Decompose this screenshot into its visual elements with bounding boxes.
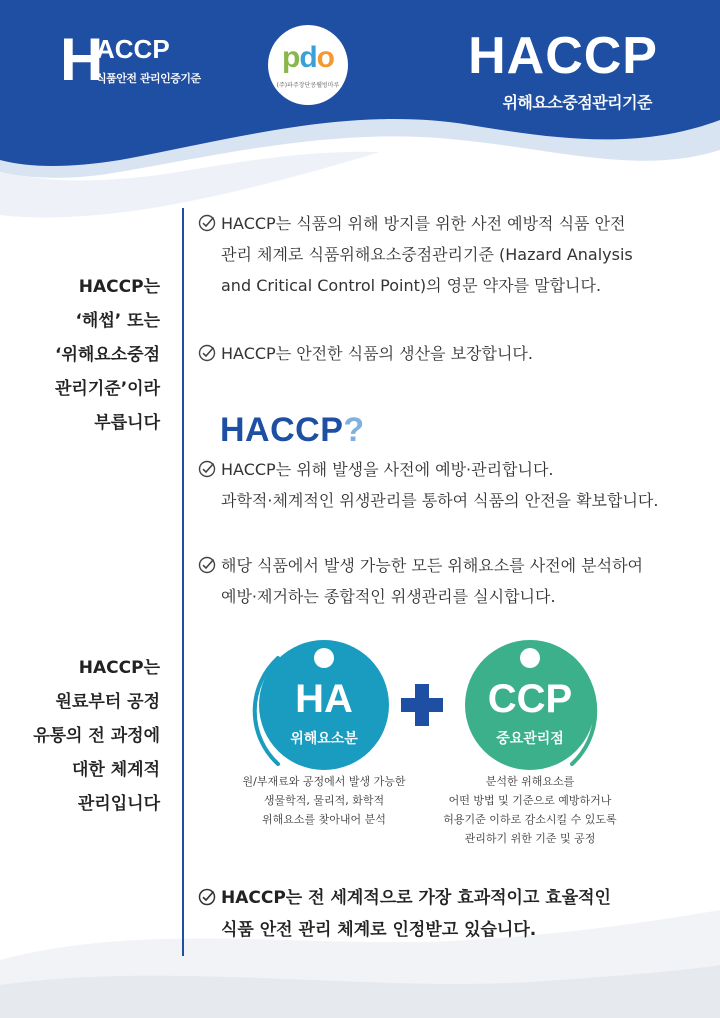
check-circle-icon <box>198 344 216 362</box>
ha-description <box>224 772 424 829</box>
ccp-description <box>430 772 630 848</box>
circle-dot-icon <box>314 648 334 668</box>
check-circle-icon <box>198 888 216 906</box>
ccp-description-line: 허용기준 이하로 감소시킬 수 있도록 <box>443 813 617 826</box>
company-name: (주)파주장단콩웰빙마루 <box>276 82 340 89</box>
haccp-logo-text: ACCP <box>96 34 170 64</box>
company-logo-badge <box>268 25 348 105</box>
info-item-analysis <box>198 550 643 612</box>
ccp-description-line: 분석한 위해요소를 <box>485 775 575 788</box>
info-item-guarantee <box>198 338 533 369</box>
sidebar-top-line: HACCP는 <box>78 277 160 297</box>
final-statement <box>198 882 611 946</box>
circle-dot-icon <box>520 648 540 668</box>
haccp-logo-h: H <box>60 26 102 93</box>
sidebar-bottom-line: 대한 체계적 <box>71 760 160 780</box>
ha-description-line: 생물학적, 물리적, 화학적 <box>263 794 385 807</box>
info-text: 해당 식품에서 발생 가능한 모든 위해요소를 사전에 분석하여 <box>221 556 644 575</box>
vertical-divider <box>182 208 184 956</box>
check-circle-icon <box>198 556 216 574</box>
ccp-description-line: 어떤 방법 및 기준으로 예방하거나 <box>448 794 612 807</box>
sidebar-bottom-line: 관리입니다 <box>77 794 160 814</box>
ha-description-line: 위해요소를 찾아내어 분석 <box>262 813 386 826</box>
final-text: HACCP는 전 세계적으로 가장 효과적이고 효율적인 <box>221 888 611 908</box>
info-text: 과학적·체계적인 위생관리를 통하여 식품의 안전을 확보합니다. <box>221 491 659 510</box>
haccp-logo-subtitle: 식품안전 관리인증기준 <box>96 72 201 85</box>
ha-sublabel: 위해요소분 <box>290 731 358 747</box>
company-logo-mark: pdo <box>282 41 334 74</box>
sidebar-top-line: 관리기준’이라 <box>55 379 160 399</box>
info-text: HACCP는 위해 발생을 사전에 예방·관리합니다. <box>221 460 554 479</box>
sidebar-bottom-line: HACCP는 <box>78 658 160 678</box>
sidebar-top-line: ‘위해요소중점 <box>55 345 160 365</box>
info-text: 관리 체계로 식품위해요소중점관리기준 (Hazard Analysis <box>221 245 633 264</box>
sidebar-top-note <box>55 270 160 440</box>
final-text: 식품 안전 관리 체계로 인정받고 있습니다. <box>221 920 537 940</box>
sidebar-top-line: ‘해썹’ 또는 <box>75 311 160 331</box>
ccp-sublabel: 중요관리점 <box>496 731 564 747</box>
page-title: HACCP <box>468 27 658 85</box>
info-item-definition <box>198 208 633 301</box>
ccp-label: CCP <box>487 677 573 721</box>
ha-description-line: 원/부재료와 공정에서 발생 가능한 <box>242 775 406 788</box>
sidebar-bottom-note <box>33 651 160 821</box>
info-text: and Critical Control Point)의 영문 약자를 말합니다. <box>221 276 602 295</box>
sidebar-top-line: 부릅니다 <box>94 413 160 433</box>
haccp-question-heading: HACCP? <box>220 411 365 449</box>
ccp-circle <box>465 640 595 770</box>
sidebar-bottom-line: 원료부터 공정 <box>55 692 160 712</box>
plus-icon-bar <box>401 698 443 712</box>
ha-circle <box>259 640 389 770</box>
info-item-prevention <box>198 454 658 516</box>
info-text: HACCP는 안전한 식품의 생산을 보장합니다. <box>221 344 533 363</box>
ha-label: HA <box>295 677 353 721</box>
sidebar-bottom-line: 유통의 전 과정에 <box>33 726 160 746</box>
page-subtitle: 위해요소중점관리기준 <box>502 93 652 112</box>
ccp-description-line: 관리하기 위한 기준 및 공정 <box>464 832 596 845</box>
check-circle-icon <box>198 214 216 232</box>
info-text: 예방·제거하는 종합적인 위생관리를 실시합니다. <box>221 587 556 606</box>
check-circle-icon <box>198 460 216 478</box>
info-text: HACCP는 식품의 위해 방지를 위한 사전 예방적 식품 안전 <box>221 214 626 233</box>
